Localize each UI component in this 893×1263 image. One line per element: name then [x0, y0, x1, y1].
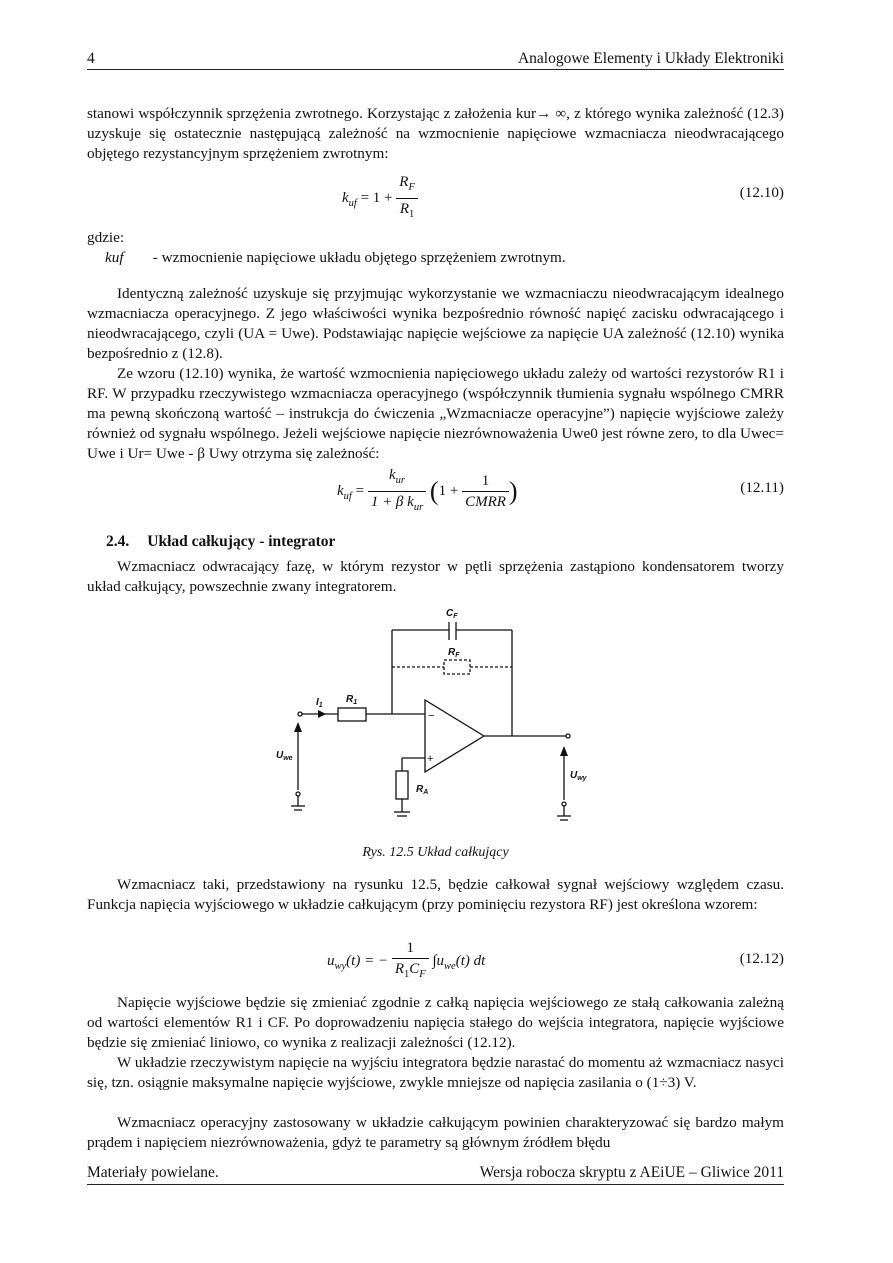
eq1-lhs: $k_{uf}$ [342, 189, 357, 209]
paragraph-2: Identyczną zależność uzyskuje się przyjmując wykorzystanie we wzmacniaczu nieodwracającym idealnego wzmacniacza operacyjnego. Z jego właściwości wynika bezpośrednio równość napięć zacisku odwracającego i nieodwracającego, czyli (UA = Uwe). Podstawiając napięcie wejściowe za napięcie UA zależność (12.10) wynika bezpośrednio z (12.8). [87, 285, 784, 362]
uwy-arrow [560, 746, 568, 756]
uwy-label: $U_{wy}$ [570, 770, 587, 782]
r1-resistor [338, 708, 366, 721]
rf-label: $R_F$ [448, 647, 460, 659]
def-symbol: kuf [105, 249, 124, 266]
uwe-arrow [294, 722, 302, 732]
figure-caption: Rys. 12.5 Układ całkujący [362, 845, 509, 860]
equation-12-10: $k_{uf} = 1$ + $\frac{R_F}{R_1}$ (12.10) [87, 172, 784, 222]
footer-left: Materiały powielane. [87, 1164, 219, 1181]
r1-label: $R_1$ [346, 694, 358, 706]
section-heading [106, 533, 335, 551]
ra-label: $R_A$ [416, 784, 429, 796]
rf-dashed [392, 660, 512, 674]
cf-label: $C_F$ [446, 608, 458, 620]
page-header [87, 50, 784, 70]
uwe-label: $U_{we}$ [276, 750, 293, 762]
minus-sign: − [428, 710, 435, 722]
def-text: - wzmocnienie napięciowe układu objętego sprzężeniem zwrotnym. [152, 249, 566, 266]
plus-sign: + [427, 753, 434, 765]
eq2-fraction-2: $\frac{1}{\text{CMRR}}$ [462, 471, 509, 512]
definition-row [105, 249, 566, 267]
paragraph-8: Wzmacniacz operacyjny zastosowany w układzie całkującym powinien charakteryzować się bardzo małym prądem i napięciem niezrównoważenia, gdyż te parametry są głównym źródłem błędu [87, 1114, 784, 1151]
paragraph-1: stanowi współczynnik sprzężenia zwrotnego. Korzystając z założenia kur→ ∞, z którego wynika zależność (12.3) uzyskuje się ostatecznie następującą zależność na wzmocnienie napięciowe wzmacniacza nieodwracającego objętego rezystancyjnym sprzężeniem zwrotnym: [87, 105, 784, 162]
paragraph-6: Napięcie wyjściowe będzie się zmieniać zgodnie z całką napięcia wejściowego ze stałą całkowania zależną od wartości elementów R1 i CF. Po doprowadzeniu napięcia stałego do wejścia integratora, napięcie wyjściowe będzie się zmieniać liniowo, co wynika z realizacji zależności (12.12). [87, 994, 784, 1051]
paragraph-7: W układzie rzeczywistym napięcie na wyjściu integratora będzie narastać do momentu aż wzmacniacz nasyci się, tzn. osiągnie maksymalne napięcie wyjściowe, zwykle mniejsze od napięcia zasilania o (1÷3) V. [87, 1054, 784, 1091]
equation-12-11: $k_{uf}$ = $\frac{k_{ur}}{1 + \beta k_{ur}}$ (1 + $\frac{1}{\text{CMRR}}$ ) (12.11) [87, 465, 784, 515]
section-title: Układ całkujący - integrator [147, 533, 336, 550]
eq2-number: (12.11) [740, 479, 784, 496]
output-terminal [566, 734, 570, 738]
header-title: Analogowe Elementy i Układy Elektroniki [517, 50, 784, 67]
integrator-circuit [270, 600, 610, 832]
eq3-fraction: $\frac{1}{R_1C_F}$ [392, 938, 429, 985]
eq2-fraction-1: $\frac{k_{ur}}{1 + \beta k_{ur}}$ [368, 465, 426, 518]
i1-arrow [318, 710, 326, 718]
input-terminal [298, 712, 302, 716]
eq1-fraction: $\frac{R_F}{R_1}$ [396, 172, 418, 225]
eq3-number: (12.12) [739, 950, 784, 967]
gdzie-label: gdzie: [87, 229, 125, 246]
paragraph-5: Wzmacniacz taki, przedstawiony na rysunku 12.5, będzie całkował sygnał wejściowy względem czasu. Funkcja napięcia wyjściowego w układzie całkującym (przy pominięciu rezystora RF) jest określona wzorem: [87, 876, 784, 913]
equation-12-12: $u_{wy}(t)$ = − $\frac{1}{R_1C_F}$ $\int u_{we}(t)$ dt (12.12) [87, 938, 784, 988]
paragraph-4: Wzmacniacz odwracający fazę, w którym rezystor w pętli sprzężenia zastąpiono kondensatorem tworzy układ całkujący, powszechnie zwany integratorem. [87, 558, 784, 595]
page-footer [87, 1164, 784, 1185]
footer-right: Wersja robocza skryptu z AEiUE – Gliwice 2011 [479, 1164, 784, 1181]
page-number: 4 [87, 50, 95, 67]
eq1-number: (12.10) [739, 184, 784, 201]
paragraph-3: Ze wzoru (12.10) wynika, że wartość wzmocnienia napięciowego układu zależy od wartości rezystorów R1 i RF. W przypadku rzeczywistego wzmacniacza operacyjnego (współczynnik tłumienia sygnału wspólnego CMRR ma pewną skończoną wartość – instrukcja do ćwiczenia „Wzmacniacze operacyjne”) napięcie wyjściowe zależy również od sygnału wspólnego. Jeżeli wejściowe napięcie niezrównoważenia Uwe0 jest równe zero, to dla Uwec= Uwe i Ur= Uwe - β Uwy otrzyma się zależność: [87, 365, 784, 462]
i1-label: $I_1$ [316, 697, 323, 709]
section-number: 2.4. [106, 533, 130, 550]
ra-resistor [396, 771, 408, 799]
